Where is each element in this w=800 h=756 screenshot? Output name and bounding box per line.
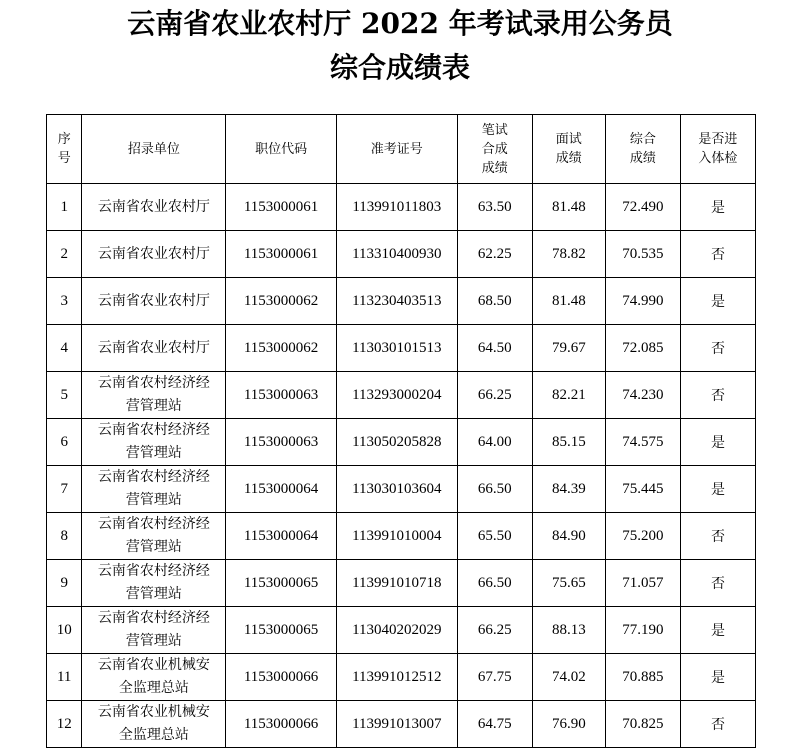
cell-unit — [82, 325, 226, 372]
table-row — [47, 184, 756, 231]
unit-name-text: 云南省农村经济经营管理站 — [97, 610, 210, 649]
unit-name-text: 云南省农业农村厅 — [97, 245, 210, 262]
cell-total-score: 70.885 — [605, 654, 680, 701]
cell-exam-number: 113030103604 — [336, 466, 457, 513]
unit-name-text: 云南省农村经济经营管理站 — [97, 516, 210, 555]
cell-interview-score: 82.21 — [532, 372, 605, 419]
cell-position-code: 1153000063 — [226, 419, 337, 466]
cell-interview-score: 75.65 — [532, 560, 605, 607]
unit-name-text: 云南省农业农村厅 — [97, 292, 210, 309]
table-row — [47, 607, 756, 654]
cell-interview-score: 79.67 — [532, 325, 605, 372]
cell-position-code: 1153000062 — [226, 278, 337, 325]
cell-written-score: 65.50 — [457, 513, 532, 560]
cell-unit — [82, 231, 226, 278]
cell-interview-score: 81.48 — [532, 278, 605, 325]
cell-unit — [82, 372, 226, 419]
cell-written-score: 67.75 — [457, 654, 532, 701]
cell-seq: 4 — [47, 325, 82, 372]
cell-interview-score: 85.15 — [532, 419, 605, 466]
cell-unit — [82, 278, 226, 325]
cell-position-code: 1153000065 — [226, 560, 337, 607]
cell-interview-score: 84.90 — [532, 513, 605, 560]
header-medical-check: 是否进入体检 — [680, 115, 755, 184]
cell-medical-check: 否 — [680, 325, 755, 372]
cell-unit — [82, 466, 226, 513]
table-row — [47, 231, 756, 278]
header-interview-score: 面试成绩 — [532, 115, 605, 184]
document-title-line2: 综合成绩表 — [329, 51, 470, 84]
unit-name-text: 云南省农村经济经营管理站 — [97, 469, 210, 508]
cell-total-score: 70.535 — [605, 231, 680, 278]
unit-name-text: 云南省农业农村厅 — [97, 198, 210, 215]
table-row — [47, 372, 756, 419]
cell-interview-score: 88.13 — [532, 607, 605, 654]
cell-seq: 3 — [47, 278, 82, 325]
cell-exam-number: 113040202029 — [336, 607, 457, 654]
cell-medical-check: 否 — [680, 701, 755, 748]
table-row — [47, 466, 756, 513]
cell-written-score: 64.50 — [457, 325, 532, 372]
cell-exam-number: 113991012512 — [336, 654, 457, 701]
cell-position-code: 1153000062 — [226, 325, 337, 372]
header-written-score: 笔试合成成绩 — [457, 115, 532, 184]
cell-total-score: 75.200 — [605, 513, 680, 560]
cell-unit — [82, 419, 226, 466]
cell-interview-score: 84.39 — [532, 466, 605, 513]
cell-exam-number: 113991010718 — [336, 560, 457, 607]
cell-unit — [82, 560, 226, 607]
unit-name-text: 云南省农业机械安全监理总站 — [97, 657, 210, 696]
cell-medical-check: 否 — [680, 372, 755, 419]
cell-total-score: 74.990 — [605, 278, 680, 325]
document-title-line1: 云南省农业农村厅 2022 年考试录用公务员 — [127, 7, 673, 40]
cell-written-score: 63.50 — [457, 184, 532, 231]
cell-medical-check: 是 — [680, 466, 755, 513]
header-position-code: 职位代码 — [226, 115, 337, 184]
cell-exam-number: 113991013007 — [336, 701, 457, 748]
cell-seq: 2 — [47, 231, 82, 278]
cell-exam-number: 113293000204 — [336, 372, 457, 419]
cell-written-score: 66.50 — [457, 560, 532, 607]
score-table — [46, 114, 756, 748]
cell-unit — [82, 654, 226, 701]
cell-seq: 10 — [47, 607, 82, 654]
table-header-row — [47, 115, 756, 184]
cell-position-code: 1153000066 — [226, 701, 337, 748]
cell-seq: 12 — [47, 701, 82, 748]
unit-name-text: 云南省农业机械安全监理总站 — [97, 704, 210, 743]
cell-seq: 1 — [47, 184, 82, 231]
cell-written-score: 64.75 — [457, 701, 532, 748]
table-row — [47, 560, 756, 607]
cell-seq: 6 — [47, 419, 82, 466]
cell-position-code: 1153000063 — [226, 372, 337, 419]
cell-medical-check: 是 — [680, 607, 755, 654]
cell-medical-check: 是 — [680, 184, 755, 231]
cell-exam-number: 113310400930 — [336, 231, 457, 278]
unit-name-text: 云南省农村经济经营管理站 — [97, 375, 210, 414]
cell-total-score: 77.190 — [605, 607, 680, 654]
table-row — [47, 654, 756, 701]
cell-interview-score: 74.02 — [532, 654, 605, 701]
cell-total-score: 75.445 — [605, 466, 680, 513]
cell-position-code: 1153000061 — [226, 184, 337, 231]
cell-total-score: 72.490 — [605, 184, 680, 231]
cell-seq: 11 — [47, 654, 82, 701]
cell-interview-score: 81.48 — [532, 184, 605, 231]
header-unit: 招录单位 — [82, 115, 226, 184]
table-row — [47, 419, 756, 466]
cell-interview-score: 78.82 — [532, 231, 605, 278]
unit-name-text: 云南省农村经济经营管理站 — [97, 563, 210, 602]
cell-seq: 5 — [47, 372, 82, 419]
cell-seq: 7 — [47, 466, 82, 513]
cell-total-score: 74.230 — [605, 372, 680, 419]
cell-exam-number: 113230403513 — [336, 278, 457, 325]
cell-position-code: 1153000066 — [226, 654, 337, 701]
cell-written-score: 62.25 — [457, 231, 532, 278]
header-seq: 序号 — [47, 115, 82, 184]
cell-unit — [82, 513, 226, 560]
unit-name-text: 云南省农村经济经营管理站 — [97, 422, 210, 461]
cell-seq: 9 — [47, 560, 82, 607]
cell-seq: 8 — [47, 513, 82, 560]
cell-written-score: 66.25 — [457, 607, 532, 654]
cell-position-code: 1153000061 — [226, 231, 337, 278]
cell-medical-check: 是 — [680, 419, 755, 466]
cell-unit — [82, 607, 226, 654]
table-row — [47, 701, 756, 748]
cell-written-score: 64.00 — [457, 419, 532, 466]
cell-exam-number: 113991010004 — [336, 513, 457, 560]
cell-exam-number: 113050205828 — [336, 419, 457, 466]
header-total-score: 综合成绩 — [605, 115, 680, 184]
cell-medical-check: 否 — [680, 513, 755, 560]
cell-position-code: 1153000065 — [226, 607, 337, 654]
cell-written-score: 66.50 — [457, 466, 532, 513]
header-exam-number: 准考证号 — [336, 115, 457, 184]
cell-position-code: 1153000064 — [226, 466, 337, 513]
cell-written-score: 68.50 — [457, 278, 532, 325]
cell-exam-number: 113991011803 — [336, 184, 457, 231]
cell-medical-check: 否 — [680, 560, 755, 607]
cell-total-score: 70.825 — [605, 701, 680, 748]
cell-interview-score: 76.90 — [532, 701, 605, 748]
table-row — [47, 278, 756, 325]
cell-written-score: 66.25 — [457, 372, 532, 419]
cell-medical-check: 否 — [680, 231, 755, 278]
cell-medical-check: 是 — [680, 654, 755, 701]
cell-position-code: 1153000064 — [226, 513, 337, 560]
table-row — [47, 325, 756, 372]
cell-total-score: 74.575 — [605, 419, 680, 466]
cell-total-score: 71.057 — [605, 560, 680, 607]
table-row — [47, 513, 756, 560]
cell-unit — [82, 184, 226, 231]
cell-exam-number: 113030101513 — [336, 325, 457, 372]
unit-name-text: 云南省农业农村厅 — [97, 339, 210, 356]
cell-medical-check: 是 — [680, 278, 755, 325]
cell-unit — [82, 701, 226, 748]
cell-total-score: 72.085 — [605, 325, 680, 372]
